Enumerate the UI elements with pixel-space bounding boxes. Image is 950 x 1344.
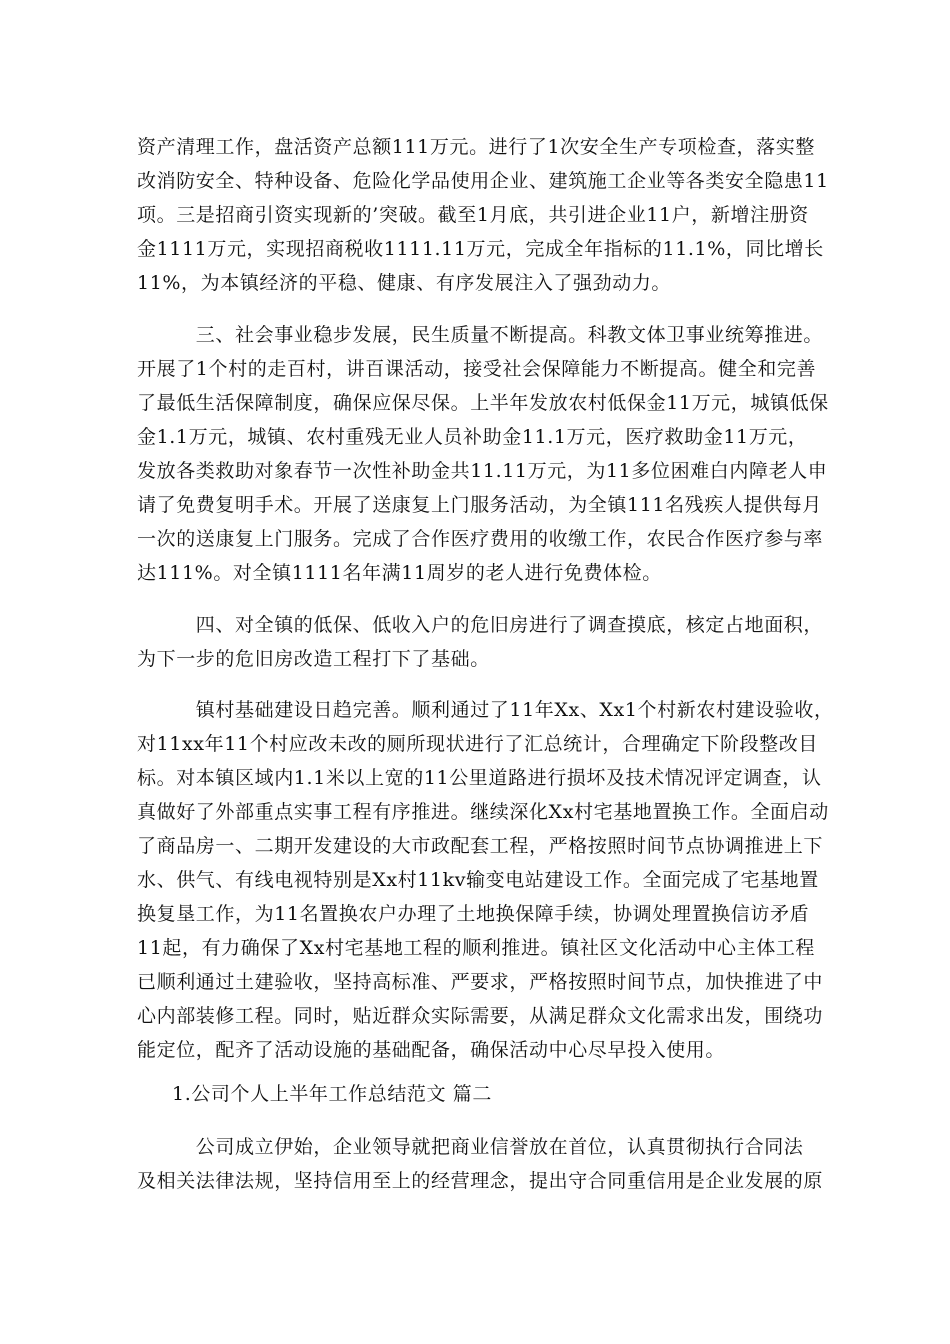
text-line: 了最低生活保障制度，确保应保尽保。上半年发放农村低保金11万元，城镇低保: [137, 392, 829, 414]
text-line: 资产清理工作，盘活资产总额111万元。进行了1次安全生产专项检查，落实整: [137, 136, 815, 158]
text-line: 改消防安全、特种设备、危险化学品使用企业、建筑施工企业等各类安全隐患11: [137, 170, 829, 192]
text-line: 标。对本镇区域内1.1米以上宽的11公里道路进行损坏及技术情况评定调查，认: [137, 767, 822, 789]
text-line: 请了免费复明手术。开展了送康复上门服务活动，为全镇111名残疾人提供每月: [137, 494, 822, 516]
text-line: 公司成立伊始，企业领导就把商业信誉放在首位，认真贯彻执行合同法: [137, 1136, 804, 1158]
text-line: 了商品房一、二期开发建设的大市政配套工程，严格按照时间节点协调推进上下: [137, 835, 824, 857]
text-line: 金1111万元，实现招商税收1111.11万元，完成全年指标的11.1%，同比增长: [137, 238, 824, 260]
text-line: 换复垦工作，为11名置换农户办理了土地换保障手续，协调处理置换信访矛盾: [137, 903, 810, 925]
text-line: 能定位，配齐了活动设施的基础配备，确保活动中心尽早投入使用。: [137, 1039, 726, 1061]
text-line: 已顺利通过土建验收，坚持高标准、严要求，严格按照时间节点，加快推进了中: [137, 971, 824, 993]
text-line: 开展了1个村的走百村，讲百课活动，接受社会保障能力不断提高。健全和完善: [137, 358, 817, 380]
text-line: 三、社会事业稳步发展，民生质量不断提高。科教文体卫事业统筹推进。: [137, 324, 824, 346]
text-line: 四、对全镇的低保、低收入户的危旧房进行了调查摸底，核定占地面积，: [137, 614, 824, 636]
text-line: 达111%。对全镇1111名年满11周岁的老人进行免费体检。: [137, 562, 662, 584]
text-line: 项。三是招商引资实现新的’突破。截至1月底，共引进企业11户，新增注册资: [137, 204, 809, 226]
text-line: 金1.1万元，城镇、农村重残无业人员补助金11.1万元，医疗救助金11万元，: [137, 426, 808, 448]
text-line: 心内部装修工程。同时，贴近群众实际需要，从满足群众文化需求出发，围绕功: [137, 1005, 824, 1027]
paragraph-asset-cleanup: [137, 130, 827, 300]
text-line: 水、供气、有线电视特别是Xx村11kv输变电站建设工作。全面完成了宅基地置: [137, 869, 819, 891]
text-line: 11%，为本镇经济的平稳、健康、有序发展注入了强劲动力。: [137, 272, 672, 294]
text-line: 11起，有力确保了Xx村宅基地工程的顺利推进。镇社区文化活动中心主体工程: [137, 937, 816, 959]
section-heading: 1.公司个人上半年工作总结范文 篇二: [172, 1083, 492, 1105]
text-line: 真做好了外部重点实事工程有序推进。继续深化Xx村宅基地置换工作。全面启动: [137, 801, 829, 823]
text-line: 及相关法律法规，坚持信用至上的经营理念，提出守合同重信用是企业发展的原: [137, 1170, 824, 1192]
text-line: 一次的送康复上门服务。完成了合作医疗费用的收缴工作，农民合作医疗参与率: [137, 528, 824, 550]
paragraph-infrastructure: [137, 693, 834, 1067]
text-line: 发放各类救助对象春节一次性补助金共11.11万元，为11多位困难白内障老人申: [137, 460, 828, 482]
paragraph-social-services: [137, 318, 827, 590]
text-line: 对11xx年11个村应改未改的厕所现状进行了汇总统计，合理确定下阶段整改目: [137, 733, 818, 755]
paragraph-company-intro: [137, 1130, 827, 1198]
paragraph-housing-survey: [137, 608, 827, 676]
text-line: 为下一步的危旧房改造工程打下了基础。: [137, 648, 490, 670]
text-line: 镇村基础建设日趋完善。顺利通过了11年Xx、Xx1个村新农村建设验收，: [137, 699, 834, 721]
